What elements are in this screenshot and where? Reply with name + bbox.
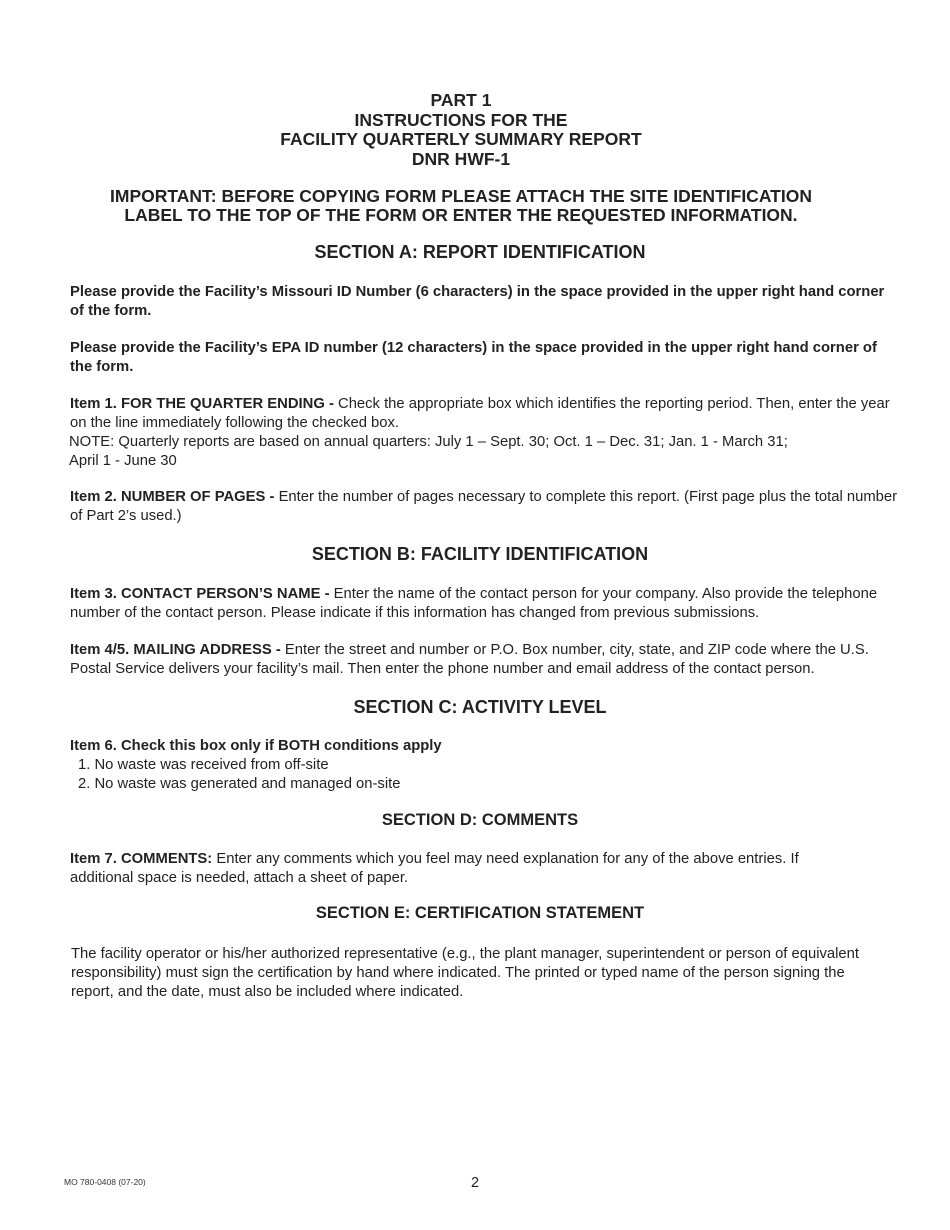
item-7-instruction xyxy=(70,850,860,888)
important-notice-line-2: LABEL TO THE TOP OF THE FORM OR ENTER THE REQUESTED INFORMATION. xyxy=(124,205,798,225)
item-1-instruction xyxy=(70,395,900,433)
quarter-note xyxy=(69,433,899,471)
item-7-label: Item 7. COMMENTS: xyxy=(70,851,217,867)
item-3-text: Enter the name of the contact person for your company. Also provide the telephone number of the contact person. Please indicate if this information has changed from previous submissions. xyxy=(70,586,878,621)
epa-id-instruction: Please provide the Facility’s EPA ID number (12 characters) in the space provided in the upper right hand corner of the form. xyxy=(70,340,877,375)
page-number: 2 xyxy=(470,1175,480,1191)
item-6-label: Item 6. Check this box only if BOTH conditions apply xyxy=(70,738,442,754)
missouri-id-instruction: Please provide the Facility’s Missouri ID Number (6 characters) in the space provided in the upper right hand corner of the form. xyxy=(70,284,885,319)
condition-2: 2. No waste was generated and managed on-site xyxy=(78,776,401,792)
section-e-heading: SECTION E: CERTIFICATION STATEMENT xyxy=(315,904,645,922)
important-notice-line-1: IMPORTANT: BEFORE COPYING FORM PLEASE ATTACH THE SITE IDENTIFICATION xyxy=(110,186,812,206)
certification-instruction: The facility operator or his/her authorized representative (e.g., the plant manager, superintendent or person of equivalent responsibility) must sign the certification by hand where indicated. The printed or typed name of the person signing the report, and the date, must also be included where indicated. xyxy=(71,946,859,1000)
section-a-heading: SECTION A: REPORT IDENTIFICATION xyxy=(314,242,646,262)
item-7-text: Enter any comments which you feel may need explanation for any of the above entries. If additional space is needed, attach a sheet of paper. xyxy=(70,851,799,886)
important-notice xyxy=(0,187,922,225)
section-c-heading: SECTION C: ACTIVITY LEVEL xyxy=(353,697,607,717)
item-3-instruction xyxy=(70,585,900,623)
item-2-label: Item 2. NUMBER OF PAGES - xyxy=(70,489,279,505)
item-4-5-text: Enter the street and number or P.O. Box number, city, state, and ZIP code where the U.S. Postal Service delivers your facility’s mail. Then enter the phone number and email address of the contact person. xyxy=(70,642,869,677)
title-report-name: FACILITY QUARTERLY SUMMARY REPORT xyxy=(280,129,642,149)
item-4-5-instruction xyxy=(70,641,905,679)
item-1-text: Check the appropriate box which identifies the reporting period. Then, enter the year on the line immediately following the checked box. xyxy=(70,396,890,431)
item-2-text: Enter the number of pages necessary to complete this report. (First page plus the total number of Part 2’s used.) xyxy=(70,489,898,524)
item-6-instruction xyxy=(70,737,900,794)
title-part: PART 1 xyxy=(430,90,492,110)
form-code: MO 780-0408 (07-20) xyxy=(64,1177,146,1187)
section-b-heading: SECTION B: FACILITY IDENTIFICATION xyxy=(311,544,649,564)
condition-1: 1. No waste was received from off-site xyxy=(78,757,329,773)
quarter-note-line-1: NOTE: Quarterly reports are based on annual quarters: July 1 – Sept. 30; Oct. 1 – Dec. 31; Jan. 1 - March 31; xyxy=(69,434,788,450)
item-4-5-label: Item 4/5. MAILING ADDRESS - xyxy=(70,642,285,658)
title-instructions: INSTRUCTIONS FOR THE xyxy=(354,109,568,130)
quarter-note-line-2: April 1 - June 30 xyxy=(69,453,177,469)
item-2-instruction xyxy=(70,488,900,526)
section-d-heading: SECTION D: COMMENTS xyxy=(381,811,579,829)
item-3-label: Item 3. CONTACT PERSON’S NAME - xyxy=(70,586,334,602)
item-1-label: Item 1. FOR THE QUARTER ENDING - xyxy=(70,396,339,412)
document-title xyxy=(0,91,922,169)
title-form-number: DNR HWF-1 xyxy=(411,148,511,169)
